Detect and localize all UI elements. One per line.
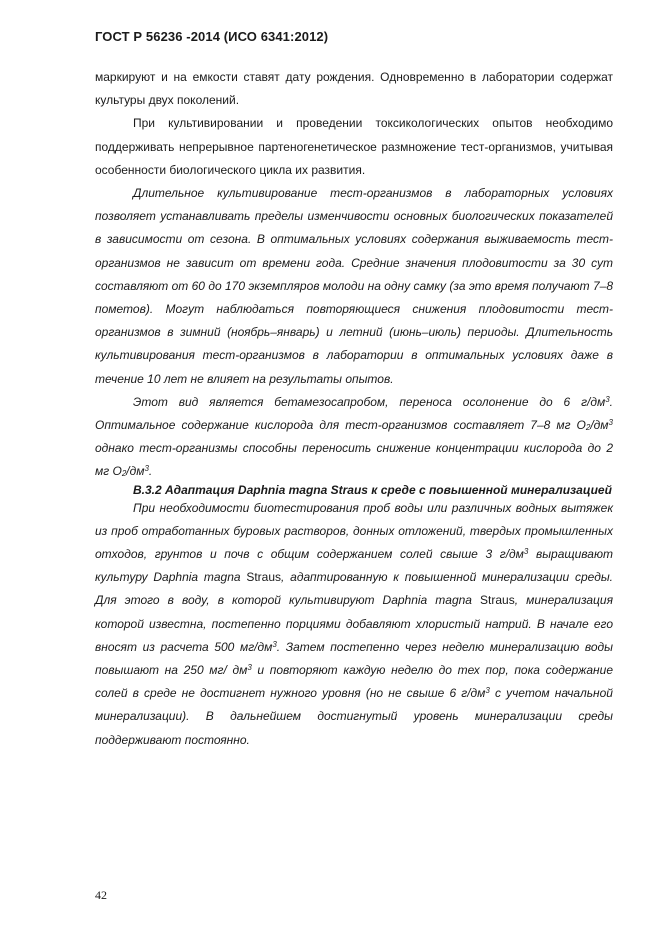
p4-text-e: /дм: [126, 464, 145, 479]
p4-sub-2: 2: [121, 469, 127, 479]
document-header: ГОСТ Р 56236 -2014 (ИСО 6341:2012): [95, 29, 329, 44]
p5-text-f: , минерализация которой известна, постепенно порциями добавляют хлористый натрий. В начале его вносят из расчета 500 мг/дм: [95, 593, 613, 654]
document-body: [95, 66, 613, 752]
p5-text-i: с учетом начальной минерализации). В дальнейшем достигнутый уровень минерализации среды поддерживают постоянно.: [95, 686, 613, 747]
p4-text-b: . Оптимальное содержание кислорода для тест-организмов составляет 7–8 мг O: [95, 394, 613, 433]
p5-text-g: . Затем постепенно через неделю минерализацию воды повышают на 250 мг/ дм: [95, 639, 614, 678]
p4-sup-1: 3: [605, 394, 610, 404]
paragraph-1: маркируют и на емкости ставят дату рождения. Одновременно в лаборатории содержат культуры двух поколений.: [95, 70, 613, 108]
p5-author-2: Straus: [480, 593, 515, 608]
p4-text-c: /дм: [590, 418, 609, 433]
p5-text-b: выращивают культуру Daphnia magna: [95, 547, 613, 585]
p4-text-d: однако тест-организмы способны переносить снижение концентрации кислорода до 2 мг O: [95, 441, 613, 479]
paragraph-5: [95, 497, 613, 752]
p5-text-h: и повторяют каждую неделю до тех пор, пока содержание солей в среде не достигнет нужного уровня (но не свыше 6 г/дм: [95, 663, 613, 701]
paragraph-2: При культивировании и проведении токсикологических опытов необходимо поддерживать непрерывное партеногенетическое размножение тест-организмов, учитывая особенности биологического цикла их развития.: [95, 116, 613, 177]
paragraph-4: [95, 391, 613, 484]
p5-sup-4: 3: [485, 686, 490, 696]
p5-sup-1: 3: [523, 547, 529, 557]
p4-text-f: .: [148, 464, 153, 479]
p5-text-a: При необходимости биотестирования проб воды или различных водных вытяжек из проб отработанных буровых растворов, донных отложений, твердых промышленных отходов, грунтов и почв с общим содержанием солей свыше 3 г/дм: [95, 500, 613, 562]
p4-sup-2: 3: [608, 418, 613, 428]
section-heading: В.3.2 Адаптация Daphnia magna Straus к среде с повышенной минерализацией: [133, 482, 612, 497]
p5-text-d: , адаптированную к повышенной минерализации среды. Для этого в воду, в которой культивируют Daphnia magna: [95, 570, 613, 608]
p4-text-a: Этот вид является бетамезосапробом, переноса осолонение до 6 г/дм: [133, 394, 606, 409]
paragraph-3: Длительное культивирование тест-организмов в лабораторных условиях позволяет устанавливать пределы изменчивости основных биологических показателей в зависимости от сезона. В оптимальных условиях содержания выживаемость тест-организмов не зависит от времени года. Средние значения плодовитости за 30 сут составляют от 60 до 170 экземпляров молоди на одну самку (за это время получают 7–8 пометов). Могут наблюдаться повторяющиеся снижения плодовитости тест-организмов в зимний (ноябрь–январь) и летний (июнь–июль) периоды. Длительность культивирования тест-организмов в лаборатории в оптимальных условиях даже в течение 10 лет не влияет на результаты опытов.: [95, 186, 613, 386]
p4-sup-3: 3: [144, 464, 149, 474]
p5-sup-3: 3: [247, 663, 252, 673]
p4-sub-1: 2: [585, 423, 591, 433]
page-number: 42: [95, 888, 107, 902]
p5-author-1: Straus: [246, 570, 282, 585]
p5-sup-2: 3: [272, 639, 277, 649]
